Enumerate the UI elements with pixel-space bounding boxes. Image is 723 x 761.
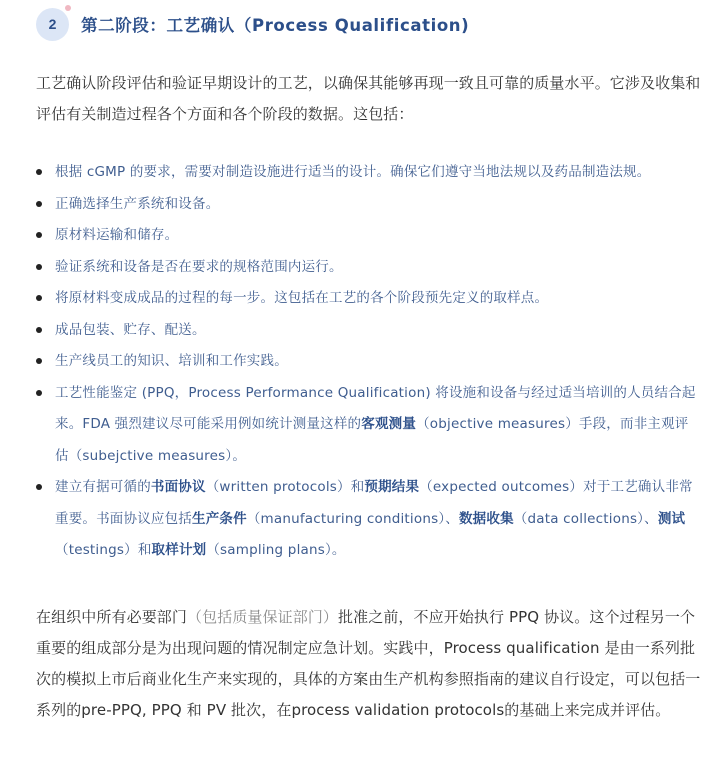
- protocols-text: 建立有据可循的: [55, 479, 151, 495]
- protocols-text: （data collections）、: [513, 510, 658, 527]
- closing-aside: （包括质量保证部门）: [187, 608, 339, 626]
- step-number: 2: [48, 16, 57, 32]
- protocols-text: （expected outcomes）对于工艺确认非常重要。书面协议应包括: [55, 479, 693, 527]
- list-item: 生产线员工的知识、培训和工作实践。: [36, 346, 702, 378]
- keyword-testings: 测试: [657, 510, 686, 527]
- ppq-text-end: （objective measures）手段，而非主观评估（subejctive measures）。: [55, 416, 689, 464]
- keyword-written-protocols: 书面协议: [150, 479, 206, 495]
- list-item: 正确选择生产系统和设备。: [36, 189, 702, 221]
- closing-text-end: 批准之前，不应开始执行 PPQ 协议。这个过程另一个重要的组成部分是为出现问题的情况制定应急计划。实践中，Process qualification 是由一系列批次的模拟上市后商业化生产来实现的，具体的方案由生产机构参照指南的建议自行设定，可以包括一系列的pre-PPQ, PPQ 和 PV 批次，在process validation protocols的基础上来完成并评估。: [36, 608, 701, 719]
- ppq-text: 工艺性能鉴定 (PPQ，Process Performance Qualification) 将设施和设备与经过适当培训的人员结合起来。FDA 强烈建议尽可能采用例如统计测量这样的: [55, 384, 696, 432]
- step-number-badge: [36, 8, 69, 41]
- protocols-text: （sampling plans）。: [206, 542, 346, 558]
- list-item-ppq: [36, 378, 702, 473]
- list-item: 将原材料变成成品的过程的每一步。这包括在工艺的各个阶段预先定义的取样点。: [36, 283, 702, 315]
- list-item: 验证系统和设备是否在要求的规格范围内运行。: [36, 252, 702, 284]
- keyword-data-collections: 数据收集: [458, 510, 514, 527]
- intro-paragraph: 工艺确认阶段评估和验证早期设计的工艺，以确保其能够再现一致且可靠的质量水平。它涉及收集和评估有关制造过程各个方面和各个阶段的数据。这包括：: [36, 74, 701, 123]
- keyword-objective-measures: 客观测量: [361, 416, 417, 432]
- section-header: [36, 7, 469, 41]
- badge-dot-decoration: [65, 5, 71, 11]
- list-item: 根据 cGMP 的要求，需要对制造设施进行适当的设计。确保它们遵守当地法规以及药品制造法规。: [36, 157, 702, 189]
- section-title: 第二阶段：工艺确认（Process Qualification): [81, 16, 470, 35]
- keyword-manufacturing-conditions: 生产条件: [192, 510, 247, 527]
- closing-text: 在组织中所有必要部门: [36, 608, 188, 626]
- protocols-text: （testings）和: [55, 542, 152, 558]
- qualification-items-list: [36, 157, 702, 567]
- keyword-sampling-plans: 取样计划: [151, 542, 207, 558]
- list-item-protocols: [36, 472, 702, 567]
- list-item: 原材料运输和储存。: [36, 220, 702, 252]
- list-item: 成品包装、贮存、配送。: [36, 315, 702, 347]
- keyword-expected-outcomes: 预期结果: [364, 479, 420, 495]
- closing-paragraph: [36, 602, 702, 726]
- protocols-text: （manufacturing conditions）、: [246, 510, 459, 527]
- protocols-text: （written protocols）和: [205, 479, 365, 495]
